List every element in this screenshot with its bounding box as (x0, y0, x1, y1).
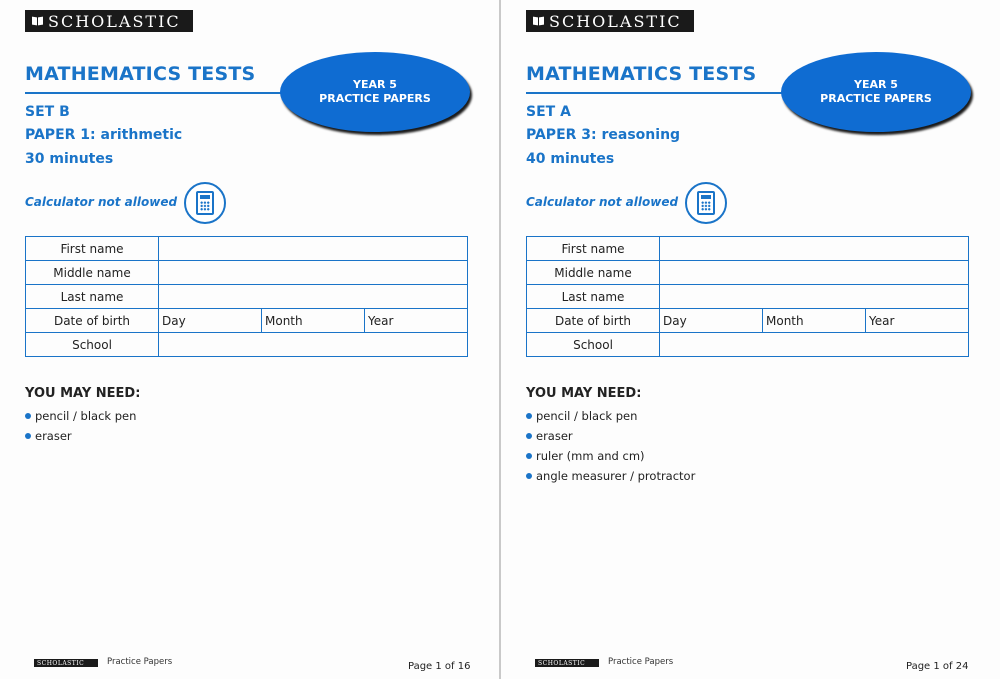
paper-label: PAPER 3: reasoning (526, 127, 681, 143)
first-name-field[interactable] (660, 237, 968, 260)
first-name-row (527, 237, 968, 261)
last-name-field[interactable] (159, 285, 467, 308)
equipment-heading: YOU MAY NEED: (526, 386, 642, 401)
badge-line-2: PRACTICE PAPERS (319, 92, 431, 105)
footer-text: Practice Papers (107, 657, 173, 667)
set-label: SET A (526, 104, 571, 120)
duration-label: 40 minutes (526, 151, 615, 167)
middle-name-field[interactable] (660, 261, 968, 284)
page-title: MATHEMATICS TESTS (526, 63, 757, 85)
year-badge (280, 52, 470, 132)
badge-line-2: PRACTICE PAPERS (820, 92, 932, 105)
dob-year-field[interactable]: Year (869, 313, 895, 328)
bullet-icon (25, 413, 31, 419)
middle-name-row (527, 261, 968, 285)
scholastic-logo (25, 10, 193, 32)
student-details-form (25, 236, 468, 357)
school-row (26, 333, 467, 357)
footer-logo: SCHOLASTIC (535, 659, 599, 667)
last-name-label: Last name (527, 285, 660, 308)
bullet-icon (526, 473, 532, 479)
title-divider (25, 92, 285, 94)
dob-label: Date of birth (26, 309, 159, 332)
year-badge (781, 52, 971, 132)
first-name-field[interactable] (159, 237, 467, 260)
last-name-label: Last name (26, 285, 159, 308)
student-details-form (526, 236, 969, 357)
school-field[interactable] (159, 333, 467, 357)
middle-name-label: Middle name (26, 261, 159, 284)
calculator-icon (685, 182, 727, 224)
page-number: Page 1 of 16 (408, 661, 471, 672)
dob-year-field[interactable]: Year (368, 313, 394, 328)
middle-name-label: Middle name (527, 261, 660, 284)
dob-day-field[interactable]: Day (159, 309, 262, 332)
school-label: School (527, 333, 660, 357)
first-name-label: First name (527, 237, 660, 260)
logo-text: SCHOLASTIC (549, 11, 682, 31)
calculator-note: Calculator not allowed (526, 195, 679, 209)
list-item: pencil / black pen (25, 406, 136, 426)
bullet-icon (25, 433, 31, 439)
test-cover-page-right (501, 0, 1000, 679)
book-icon (533, 16, 545, 26)
last-name-row (527, 285, 968, 309)
equipment-list (25, 406, 136, 446)
duration-label: 30 minutes (25, 151, 114, 167)
equipment-list (526, 406, 695, 486)
first-name-label: First name (26, 237, 159, 260)
school-field[interactable] (660, 333, 968, 357)
bullet-icon (526, 453, 532, 459)
footer-text: Practice Papers (608, 657, 674, 667)
badge-line-1: YEAR 5 (353, 78, 397, 91)
middle-name-row (26, 261, 467, 285)
set-label: SET B (25, 104, 70, 120)
list-item: eraser (25, 426, 136, 446)
scholastic-logo (526, 10, 694, 32)
paper-label: PAPER 1: arithmetic (25, 127, 183, 143)
dob-label: Date of birth (527, 309, 660, 332)
first-name-row (26, 237, 467, 261)
last-name-row (26, 285, 467, 309)
list-item: angle measurer / protractor (526, 466, 695, 486)
logo-text: SCHOLASTIC (48, 11, 181, 31)
badge-line-1: YEAR 5 (854, 78, 898, 91)
date-of-birth-row (527, 309, 968, 333)
school-label: School (26, 333, 159, 357)
list-item: ruler (mm and cm) (526, 446, 695, 466)
footer-logo: SCHOLASTIC (34, 659, 98, 667)
middle-name-field[interactable] (159, 261, 467, 284)
dob-month-field[interactable]: Month (763, 309, 866, 332)
equipment-heading: YOU MAY NEED: (25, 386, 141, 401)
list-item: pencil / black pen (526, 406, 695, 426)
bullet-icon (526, 413, 532, 419)
page-title: MATHEMATICS TESTS (25, 63, 256, 85)
bullet-icon (526, 433, 532, 439)
list-item: eraser (526, 426, 695, 446)
last-name-field[interactable] (660, 285, 968, 308)
book-icon (32, 16, 44, 26)
title-divider (526, 92, 786, 94)
dob-day-field[interactable]: Day (660, 309, 763, 332)
page-number: Page 1 of 24 (906, 661, 969, 672)
dob-month-field[interactable]: Month (262, 309, 365, 332)
calculator-icon (184, 182, 226, 224)
date-of-birth-row (26, 309, 467, 333)
calculator-note: Calculator not allowed (25, 195, 178, 209)
school-row (527, 333, 968, 357)
